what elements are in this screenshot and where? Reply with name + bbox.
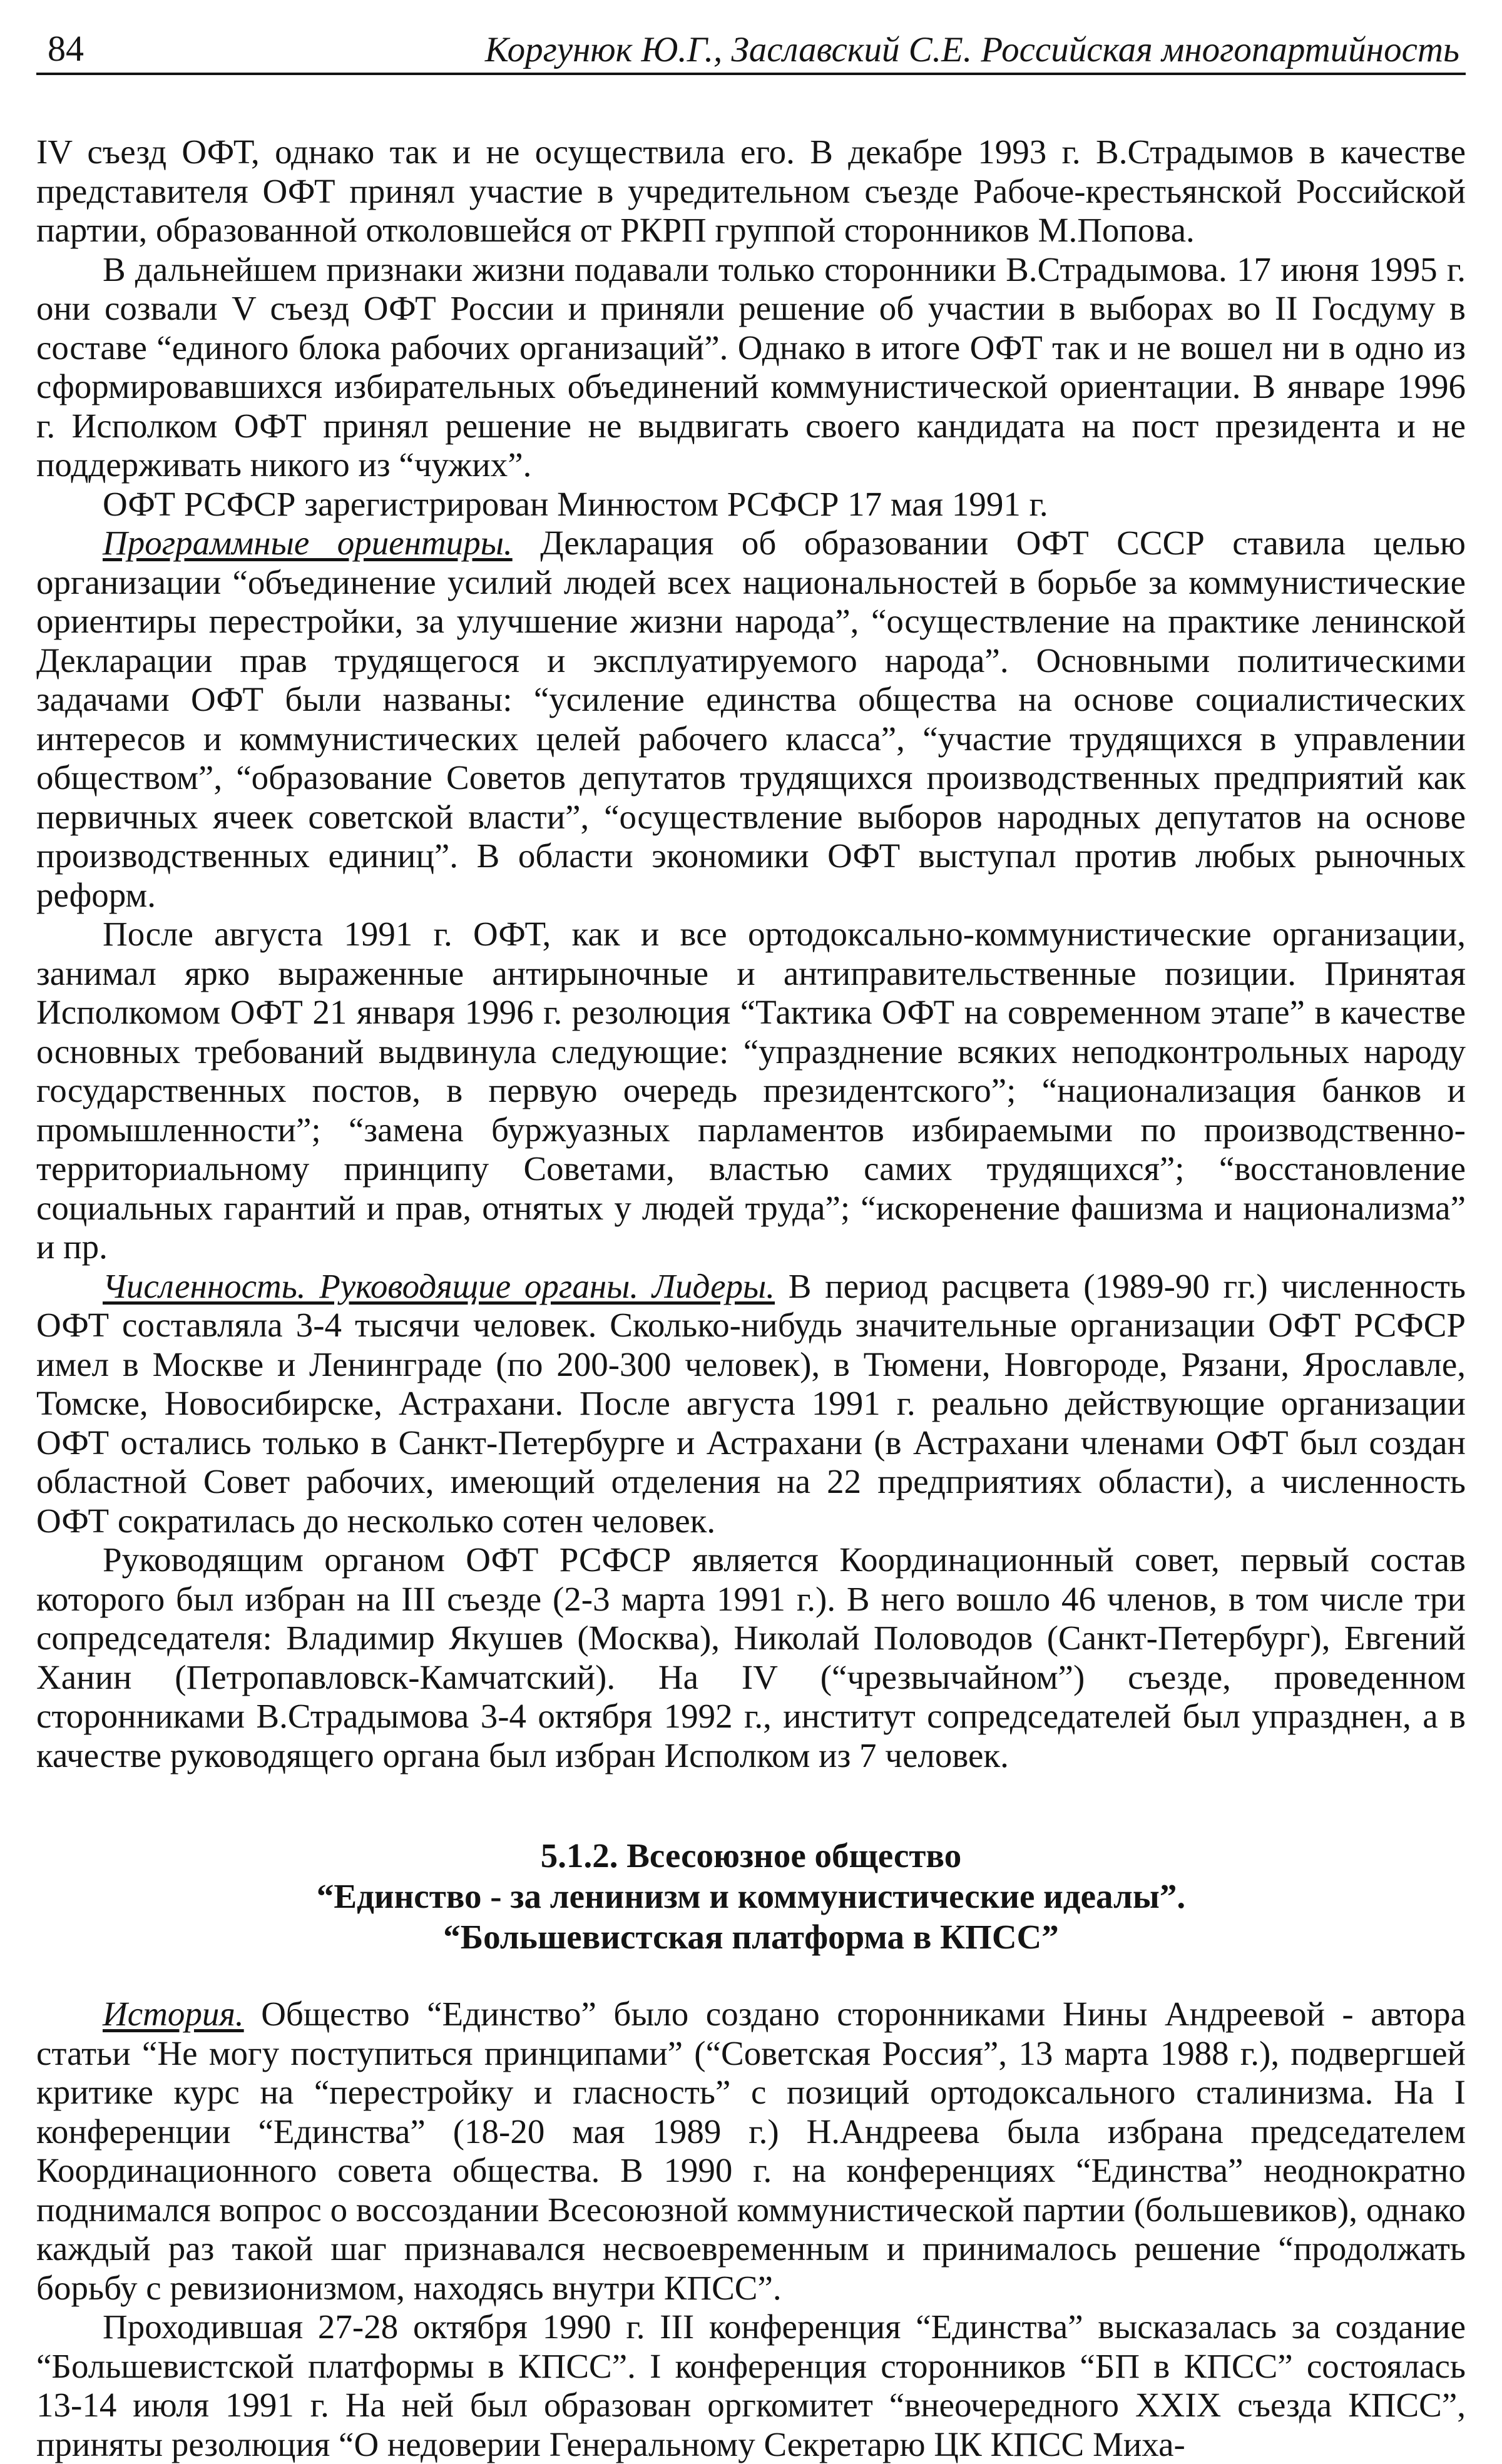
page-header [36,23,1466,75]
paragraph: ОФТ РСФСР зарегистрирован Минюстом РСФСР 17 мая 1991 г. [103,484,1048,523]
section-heading-line: “Большевистская платформа в КПСС” [443,1918,1059,1956]
paragraph: История. Общество “Единство” было создано сторонниками Нины Андреевой - автора статьи “Не могу поступиться принципами” (“Советская Россия”, 13 марта 1988 г.), подвергшей критике курс на “перестройку и гласность” с позиций ортодоксального сталинизма. На I конференции “Единства” (18-20 мая 1989 г.) Н.Андреева была избрана председателем Координационного совета общества. В 1990 г. на конференциях “Единства” неоднократно поднимался вопрос о воссоздании Всесоюзной коммунистической партии (большевиков), однако каждый раз такой шаг признавался несвоевременным и принималось решение “продолжать борьбу с ревизионизмом, находясь внутри КПСС”. [36,1995,1466,2307]
paragraph: Проходившая 27-28 октября 1990 г. III конференция “Единства” высказалась за создание “Большевистской платформы в КПСС”. I конференция сторонников “БП в КПСС” состоялась 13-14 июля 1991 г. На ней был образован оргкомитет “внеочередного XXIX съезда КПСС”, приняты резолюция “О недоверии Генеральному Секретарю ЦК КПСС Миха- [36,2308,1466,2463]
body-text [36,133,1466,2464]
paragraph: Программные ориентиры. Декларация об образовании ОФТ СССР ставила целью организации “объединение усилий людей всех национальностей в борьбе за коммунистические ориентиры перестройки, за улучшение жизни народа”, “осуществление на практике ленинской Декларации прав трудящегося и эксплуатируемого народа”. Основными политическими задачами ОФТ были названы: “усиление единства общества на основе социалистических интересов и коммунистических целей рабочего класса”, “участие трудящихся в управлении обществом”, “образование Советов депутатов трудящихся производственных предприятий как первичных ячеек советской власти”, “осуществление выборов народных депутатов на основе производственных единиц”. В области экономики ОФТ выступал против любых рыночных реформ. [36,524,1466,914]
running-title: Коргунюк Ю.Г., Заславский С.Е. Российская многопартийность [484,30,1459,69]
paragraph-lead: Численность. Руководящие органы. Лидеры. [103,1266,775,1305]
section-heading-line: 5.1.2. Всесоюзное общество [540,1836,962,1875]
paragraph-lead: Программные ориентиры. [103,524,513,562]
paragraph: После августа 1991 г. ОФТ, как и все ортодоксально-коммунистические организации, занимал ярко выраженные антирыночные и антиправительственные позиции. Принятая Исполкомом ОФТ 21 января 1996 г. резолюция “Тактика ОФТ на современном этапе” в качестве основных требований выдвинула следующие: “упразднение всяких неподконтрольных народу государственных постов, в первую очередь президентского”; “национализация банков и промышленности”; “замена буржуазных парламентов избираемыми по производственно-территориальному принципу Советами, властью самих трудящихся”; “восстановление социальных гарантий и прав, отнятых у людей труда”; “искоренение фашизма и национализма” и пр. [36,915,1466,1266]
paragraph: Численность. Руководящие органы. Лидеры. В период расцвета (1989-90 гг.) численность ОФТ составляла 3-4 тысячи человек. Сколько-нибудь значительные организации ОФТ РСФСР имел в Москве и Ленинграде (по 200-300 человек), в Тюмени, Новгороде, Рязани, Ярославле, Томске, Новосибирске, Астрахани. После августа 1991 г. реально действующие организации ОФТ остались только в Санкт-Петербурге и Астрахани (в Астрахани членами ОФТ был создан областной Совет рабочих, имеющий отделения на 22 предприятиях области), а численность ОФТ сократилась до несколько сотен человек. [36,1266,1466,1540]
section-heading [36,1835,1466,1957]
page-number: 84 [48,28,84,69]
paragraph: Руководящим органом ОФТ РСФСР является Координационный совет, первый состав которого был избран на III съезде (2-3 марта 1991 г.). В него вошло 46 членов, в том числе три сопредседателя: Владимир Якушев (Москва), Николай Половодов (Санкт-Петербург), Евгений Ханин (Петропавловск-Камчатский). На IV (“чрезвычайном”) съезде, проведенном сторонниками В.Страдымова 3-4 октября 1992 г., институт сопредседателей был упразднен, а в качестве руководящего органа был избран Исполком из 7 человек. [36,1540,1466,1774]
paragraph-lead: История. [103,1995,244,2033]
paragraph: В дальнейшем признаки жизни подавали только сторонники В.Страдымова. 17 июня 1995 г. они созвали V съезд ОФТ России и приняли решение об участии в выборах во II Госдуму в составе “единого блока рабочих организаций”. Однако в итоге ОФТ так и не вошел ни в одно из сформировавшихся избирательных объединений коммунистической ориентации. В январе 1996 г. Исполком ОФТ принял решение не выдвигать своего кандидата на пост президента и не поддерживать никого из “чужих”. [36,250,1466,484]
section-heading-line: “Единство - за ленинизм и коммунистические идеалы”. [316,1877,1186,1915]
paragraph: IV съезд ОФТ, однако так и не осуществила его. В декабре 1993 г. В.Страдымов в качестве представителя ОФТ принял участие в учредительном съезде Рабоче-крестьянской Российской партии, образованной отколовшейся от РКРП группой сторонников М.Попова. [36,133,1466,249]
